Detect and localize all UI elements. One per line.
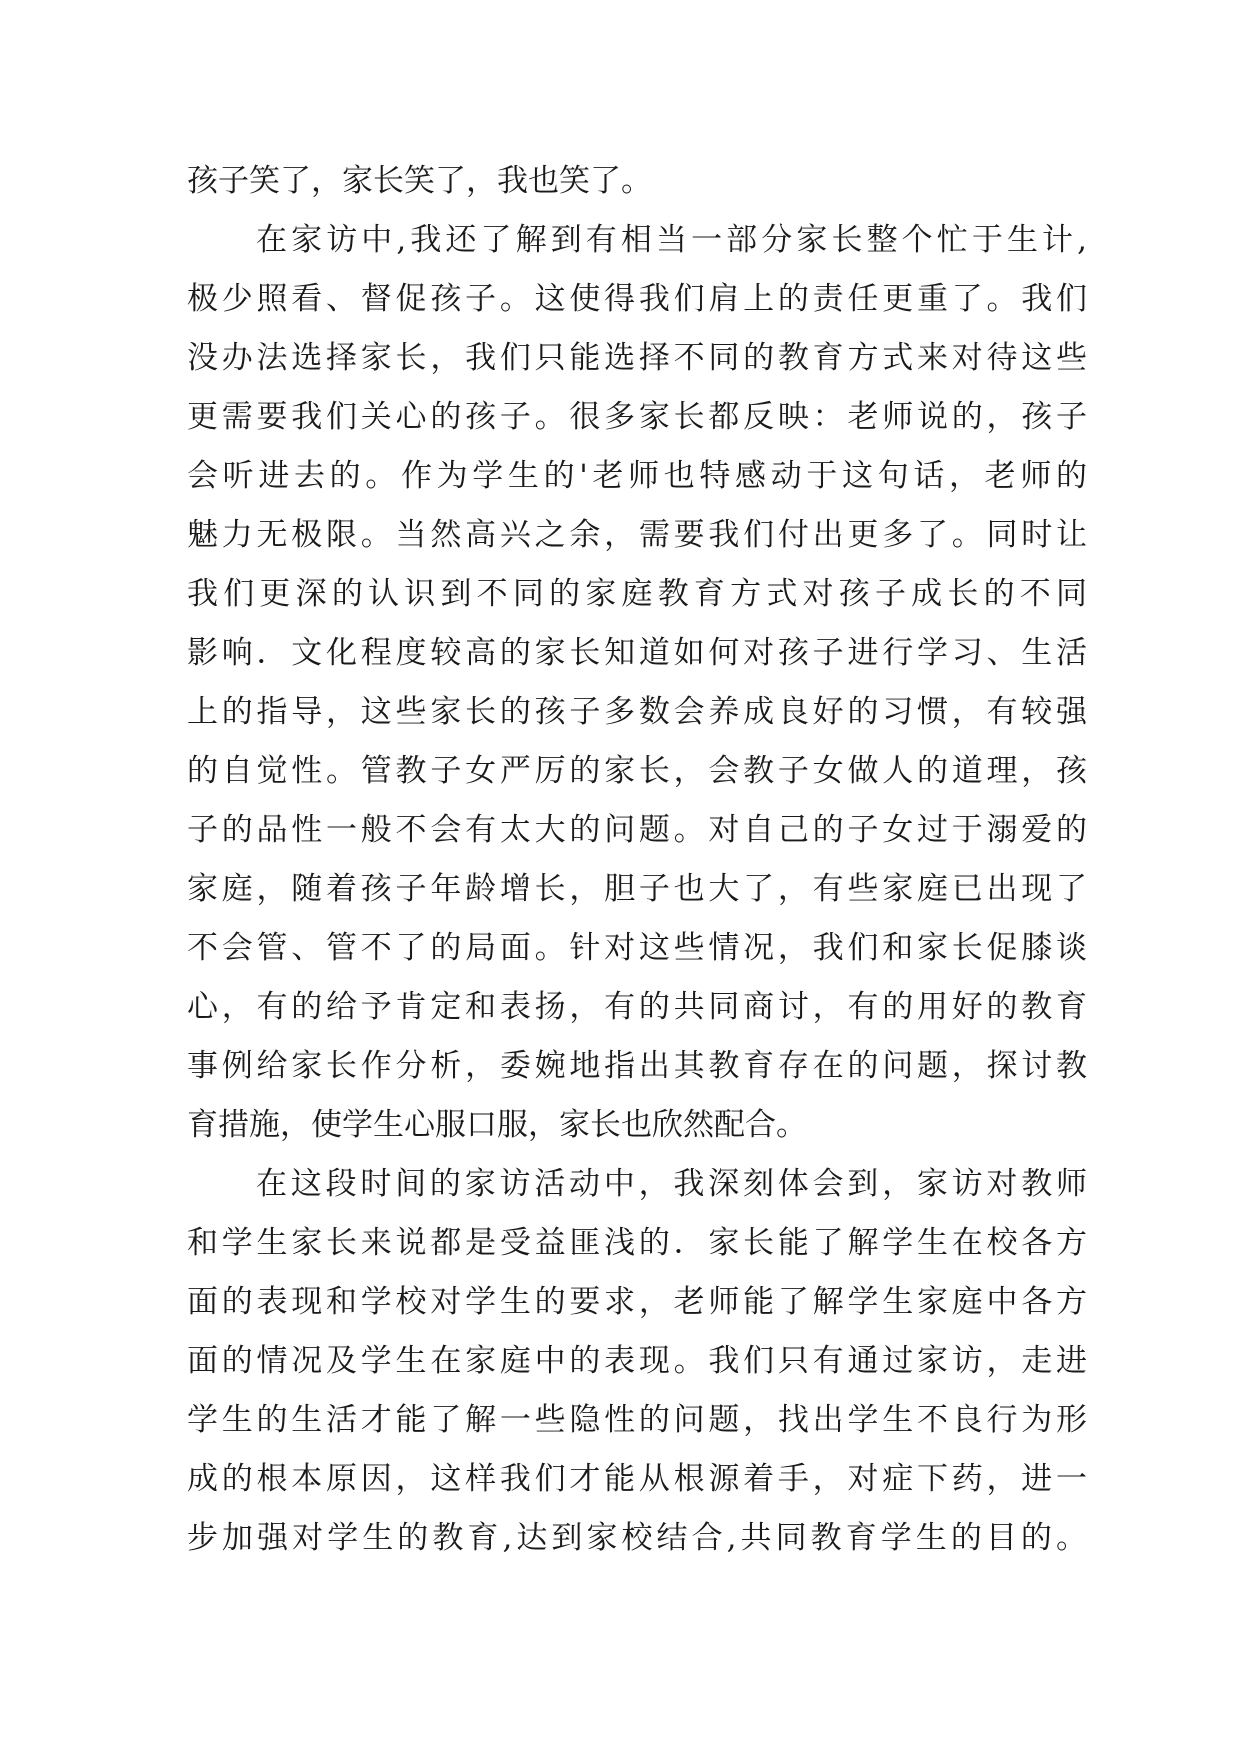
text-line: 面的情况及学生在家庭中的表现。我们只有通过家访，走进	[187, 1343, 1087, 1379]
text-line: 魅力无极限。当然高兴之余，需要我们付出更多了。同时让	[187, 517, 1087, 553]
text-line: 我们更深的认识到不同的家庭教育方式对孩子成长的不同	[187, 576, 1087, 612]
text-line: 心，有的给予肯定和表扬，有的共同商讨，有的用好的教育	[187, 989, 1087, 1025]
text-line: 极少照看、督促孩子。这使得我们肩上的责任更重了。我们	[187, 281, 1087, 317]
text-line: 和学生家长来说都是受益匪浅的．家长能了解学生在校各方	[187, 1225, 1087, 1261]
text-line: 学生的生活才能了解一些隐性的问题，找出学生不良行为形	[187, 1402, 1087, 1438]
text-line: 的自觉性。管教子女严厉的家长，会教子女做人的道理，孩	[187, 753, 1087, 789]
text-line: 会听进去的。作为学生的'老师也特感动于这句话，老师的	[187, 458, 1087, 494]
text-line: 成的根本原因，这样我们才能从根源着手，对症下药，进一	[187, 1461, 1087, 1497]
text-line: 家庭，随着孩子年龄增长，胆子也大了，有些家庭已出现了	[187, 871, 1087, 907]
text-line: 孩子笑了，家长笑了，我也笑了。	[187, 163, 652, 199]
text-line: 没办法选择家长，我们只能选择不同的教育方式来对待这些	[187, 340, 1087, 376]
text-line: 在家访中,我还了解到有相当一部分家长整个忙于生计,	[256, 222, 1087, 258]
text-line: 事例给家长作分析，委婉地指出其教育存在的问题，探讨教	[187, 1048, 1087, 1084]
text-line: 上的指导，这些家长的孩子多数会养成良好的习惯，有较强	[187, 694, 1087, 730]
text-line: 不会管、管不了的局面。针对这些情况，我们和家长促膝谈	[187, 930, 1087, 966]
body-text	[187, 152, 1087, 1568]
text-line: 在这段时间的家访活动中，我深刻体会到，家访对教师	[256, 1166, 1087, 1202]
text-line: 子的品性一般不会有太大的问题。对自己的子女过于溺爱的	[187, 812, 1087, 848]
text-line: 面的表现和学校对学生的要求，老师能了解学生家庭中各方	[187, 1284, 1087, 1320]
text-line: 育措施，使学生心服口服，家长也欣然配合。	[187, 1107, 807, 1143]
text-line: 步加强对学生的教育,达到家校结合,共同教育学生的目的。	[187, 1520, 1087, 1556]
text-line: 更需要我们关心的孩子。很多家长都反映：老师说的，孩子	[187, 399, 1087, 435]
text-line: 影响．文化程度较高的家长知道如何对孩子进行学习、生活	[187, 635, 1087, 671]
